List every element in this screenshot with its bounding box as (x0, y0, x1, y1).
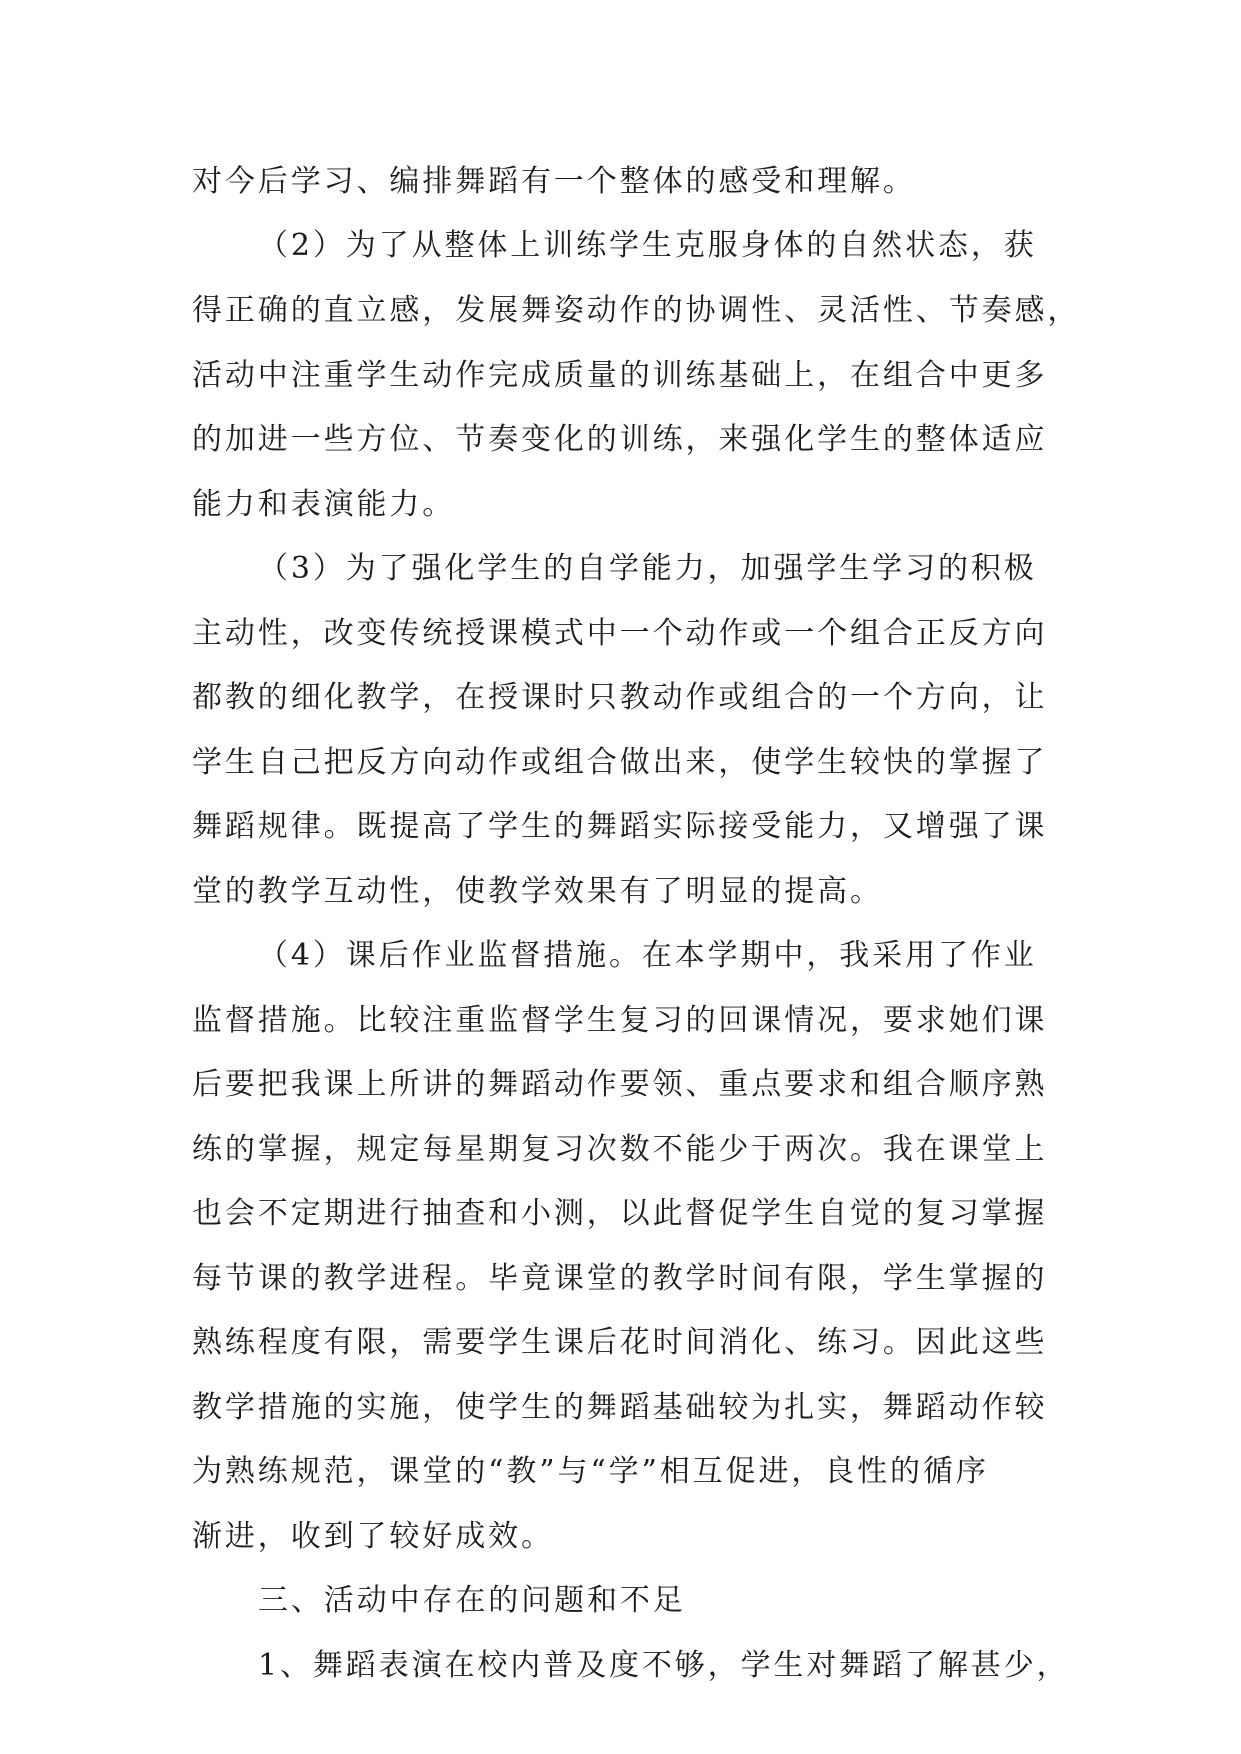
text-line: 后要把我课上所讲的舞蹈动作要领、重点要求和组合顺序熟 (192, 1067, 1048, 1102)
text-line: 为熟练规范，课堂的“教”与“学”相互促进，良性的循序 (192, 1454, 989, 1489)
paragraph-4-start: （4）课后作业监督措施。在本学期中，我采用了作业 (258, 938, 1037, 973)
text-line: 活动中注重学生动作完成质量的训练基础上，在组合中更多 (192, 358, 1048, 393)
text-line: 得正确的直立感，发展舞姿动作的协调性、灵活性、节奏感， (192, 293, 1081, 328)
text-line: 的加进一些方位、节奏变化的训练，来强化学生的整体适应 (192, 422, 1048, 457)
text-line: 监督措施。比较注重监督学生复习的回课情况，要求她们课 (192, 1003, 1048, 1038)
text-line: 也会不定期进行抽查和小测，以此督促学生自觉的复习掌握 (192, 1196, 1048, 1231)
text-line: 能力和表演能力。 (192, 487, 456, 522)
text-line: 舞蹈规律。既提高了学生的舞蹈实际接受能力，又增强了课 (192, 809, 1048, 844)
text-line: 都教的细化教学，在授课时只教动作或组合的一个方向，让 (192, 680, 1048, 715)
section-heading: 三、活动中存在的问题和不足 (258, 1583, 686, 1618)
paragraph-2-start: （2）为了从整体上训练学生克服身体的自然状态，获 (258, 228, 1037, 263)
text-line: 练的掌握，规定每星期复习次数不能少于两次。我在课堂上 (192, 1132, 1048, 1167)
list-item-start: 1、舞蹈表演在校内普及度不够，学生对舞蹈了解甚少， (258, 1648, 1070, 1683)
text-line: 学生自己把反方向动作或组合做出来，使学生较快的掌握了 (192, 745, 1048, 780)
text-line: 对今后学习、编排舞蹈有一个整体的感受和理解。 (192, 164, 916, 199)
text-line: 主动性，改变传统授课模式中一个动作或一个组合正反方向 (192, 616, 1048, 651)
text-line: 堂的教学互动性，使教学效果有了明显的提高。 (192, 874, 883, 909)
text-line: 每节课的教学进程。毕竟课堂的教学时间有限，学生掌握的 (192, 1261, 1048, 1296)
paragraph-3-start: （3）为了强化学生的自学能力，加强学生学习的积极 (258, 551, 1037, 586)
text-line: 渐进，收到了较好成效。 (192, 1519, 554, 1554)
text-line: 熟练程度有限，需要学生课后花时间消化、练习。因此这些 (192, 1325, 1048, 1360)
text-line: 教学措施的实施，使学生的舞蹈基础较为扎实，舞蹈动作较 (192, 1390, 1048, 1425)
